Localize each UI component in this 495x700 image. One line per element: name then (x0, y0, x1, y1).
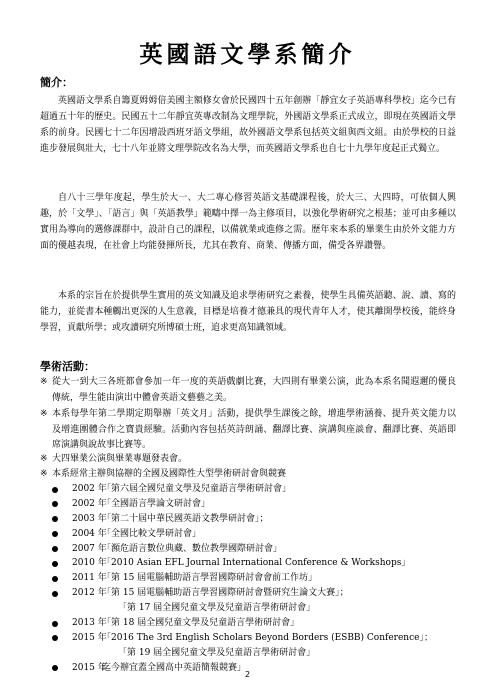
list-item (52, 556, 462, 571)
event-title: 「全國比較文學研討會」 (102, 528, 202, 539)
event-title: 「第 15 屆電腦輔助語言學習國際研討會會前工作坊」 (102, 573, 318, 584)
event-title: 「第 17 屆全國兒童文學及兒童語言學術研討會」 (118, 603, 316, 614)
event-year: 2015 年 (72, 662, 107, 673)
intro-heading: 簡介： (40, 76, 73, 89)
event-title: 「第 18 屆全國兒童文學及兒童語言學術研討會」 (102, 618, 300, 629)
reference-mark-icon: ※ (40, 469, 48, 479)
event-title: 「第 19 屆全國兒童文學及兒童語言學術研討會」 (118, 647, 316, 658)
bullet-icon (52, 591, 58, 597)
intro-paragraph-3: 本系的宗旨在於提供學生實用的英文知識及追求學術研究之素養，使學生具備英語聽、說、讀、寫的能力，並從書本種觸出更深的人生意義，目標是培養才德兼具的現代青年人才，使其離開學校後，能終身學習，貢獻所學；或攻讀研究所博碩士班，追求更高知識領域。 (40, 291, 456, 333)
event-list (52, 482, 462, 676)
activity-note (40, 375, 456, 406)
event-title: 「第二十屆中華民國英語文教學研討會」； (102, 513, 269, 524)
list-item (52, 586, 462, 601)
event-title: 「全國語言學論文研討會」 (102, 498, 211, 509)
bullet-icon (52, 516, 58, 522)
bullet-icon (52, 531, 58, 537)
reference-mark-icon: ※ (40, 409, 48, 419)
activity-note (40, 452, 456, 468)
event-year: 2013 年 (72, 618, 107, 629)
event-title: 迄今辦宜蓋全國高中英語簡報競賽」 (102, 662, 247, 673)
event-year: 2007 年 (72, 543, 107, 554)
reference-mark-icon: ※ (40, 454, 48, 464)
event-year: 2004 年 (72, 528, 107, 539)
event-year: 2012 年 (72, 588, 107, 599)
page-number: 2 (244, 670, 251, 679)
list-item (52, 542, 462, 557)
bullet-icon (52, 501, 58, 507)
activity-note (40, 407, 456, 454)
reference-mark-icon: ※ (40, 377, 48, 387)
event-title: 「瀕危語言數位典藏、數位教學國際研討會」 (102, 543, 283, 554)
event-year: 2003 年 (72, 513, 107, 524)
activity-note-text: 從大一到大三各班都會參加一年一度的英語戲劇比賽，大四則有畢業公演，此為本系名聞遐邇的優良傳統，學生能由演出中體會英語文藝藝之美。 (52, 377, 456, 403)
list-item (52, 616, 462, 631)
event-title: 「第 15 屆電腦輔助語言學習國際研討會暨研究生論文大賽」； (102, 588, 349, 599)
bullet-icon (52, 635, 58, 641)
event-title: 「2016 The 3rd English Scholars Beyond Borders (ESBB) Conference」； (102, 632, 433, 643)
list-item (52, 512, 462, 527)
activity-note (40, 467, 456, 483)
event-title: 「第六屆全國兒童文學及兒童語言學術研討會」 (102, 484, 292, 494)
event-year: 2002 年 (72, 484, 107, 494)
activity-note-text: 大四畢業公演與畢業專題發表會。 (52, 454, 188, 464)
event-year: 2011 年 (72, 573, 107, 584)
page-title: 英國語文學系簡介 (139, 42, 356, 68)
list-item-continuation (52, 646, 462, 661)
event-title: 「2010 Asian EFL Journal International Conference & Workshops」 (102, 558, 411, 569)
list-item (52, 497, 462, 512)
list-item (52, 571, 462, 586)
bullet-icon (52, 621, 58, 627)
event-year: 2002 年 (72, 498, 107, 509)
bullet-icon (52, 576, 58, 582)
activity-note-text: 本系經常主辦與協辦的全國及國際性大型學術研討會與競賽 (52, 469, 287, 479)
bullet-icon (52, 561, 58, 567)
list-item-continuation (52, 601, 462, 616)
intro-paragraph-1: 英國語文學系自籌夏姆姆倍美國主額修女會於民國四十五年創辦「靜宜女子英語專科學校」迄今已有超過五十年的歷史。民國五十二年靜宜英專改制為文理學院，外國語文學系正式成立，即現在英國語文學系的前身。民國七十二年因增設西班牙語文學組，故外國語文學系包括英文組與西文組。由於學校的日益進步發展與壯大，七十八年並將文理學院改名為大學，而英國語文學系也自七十九學年度起正式獨立。 (40, 96, 456, 154)
intro-paragraph-2: 自八十三學年度起，學生於大一、大二專心修習英語文基礎課程後，於大三、大四時，可依個人興趣，於「文學」、「語言」與「英語教學」範疇中擇一為主修項目，以強化學術研究之根基；並可由多種以實用為導向的選修課群中，設計自己的課程，以備就業或進修之需。歷年來本系的畢業生由於外文能力方面的優越表現，在社會上均能發揮所長，尤其在教育、商業、傳播方面，備受各界讚譽。 (40, 193, 456, 251)
list-item (52, 631, 462, 646)
bullet-icon (52, 487, 58, 493)
event-year: 2015 年 (72, 632, 107, 643)
list-item (52, 482, 462, 497)
activity-note-text: 本系每學年第二學期定期舉辦「英文月」活動，提供學生課後之餘，增進學術涵養、提升英文能力以及增進團體合作之寶貴經驗。活動內容包括英詩朗誦、翻譯比賽、演講與座談會、翻譯比賽、英語即席演講與說故事比賽等。 (52, 409, 456, 450)
bullet-icon (52, 546, 58, 552)
list-item (52, 527, 462, 542)
event-year: 2010 年 (72, 558, 107, 569)
activities-heading: 學術活動： (40, 360, 95, 373)
